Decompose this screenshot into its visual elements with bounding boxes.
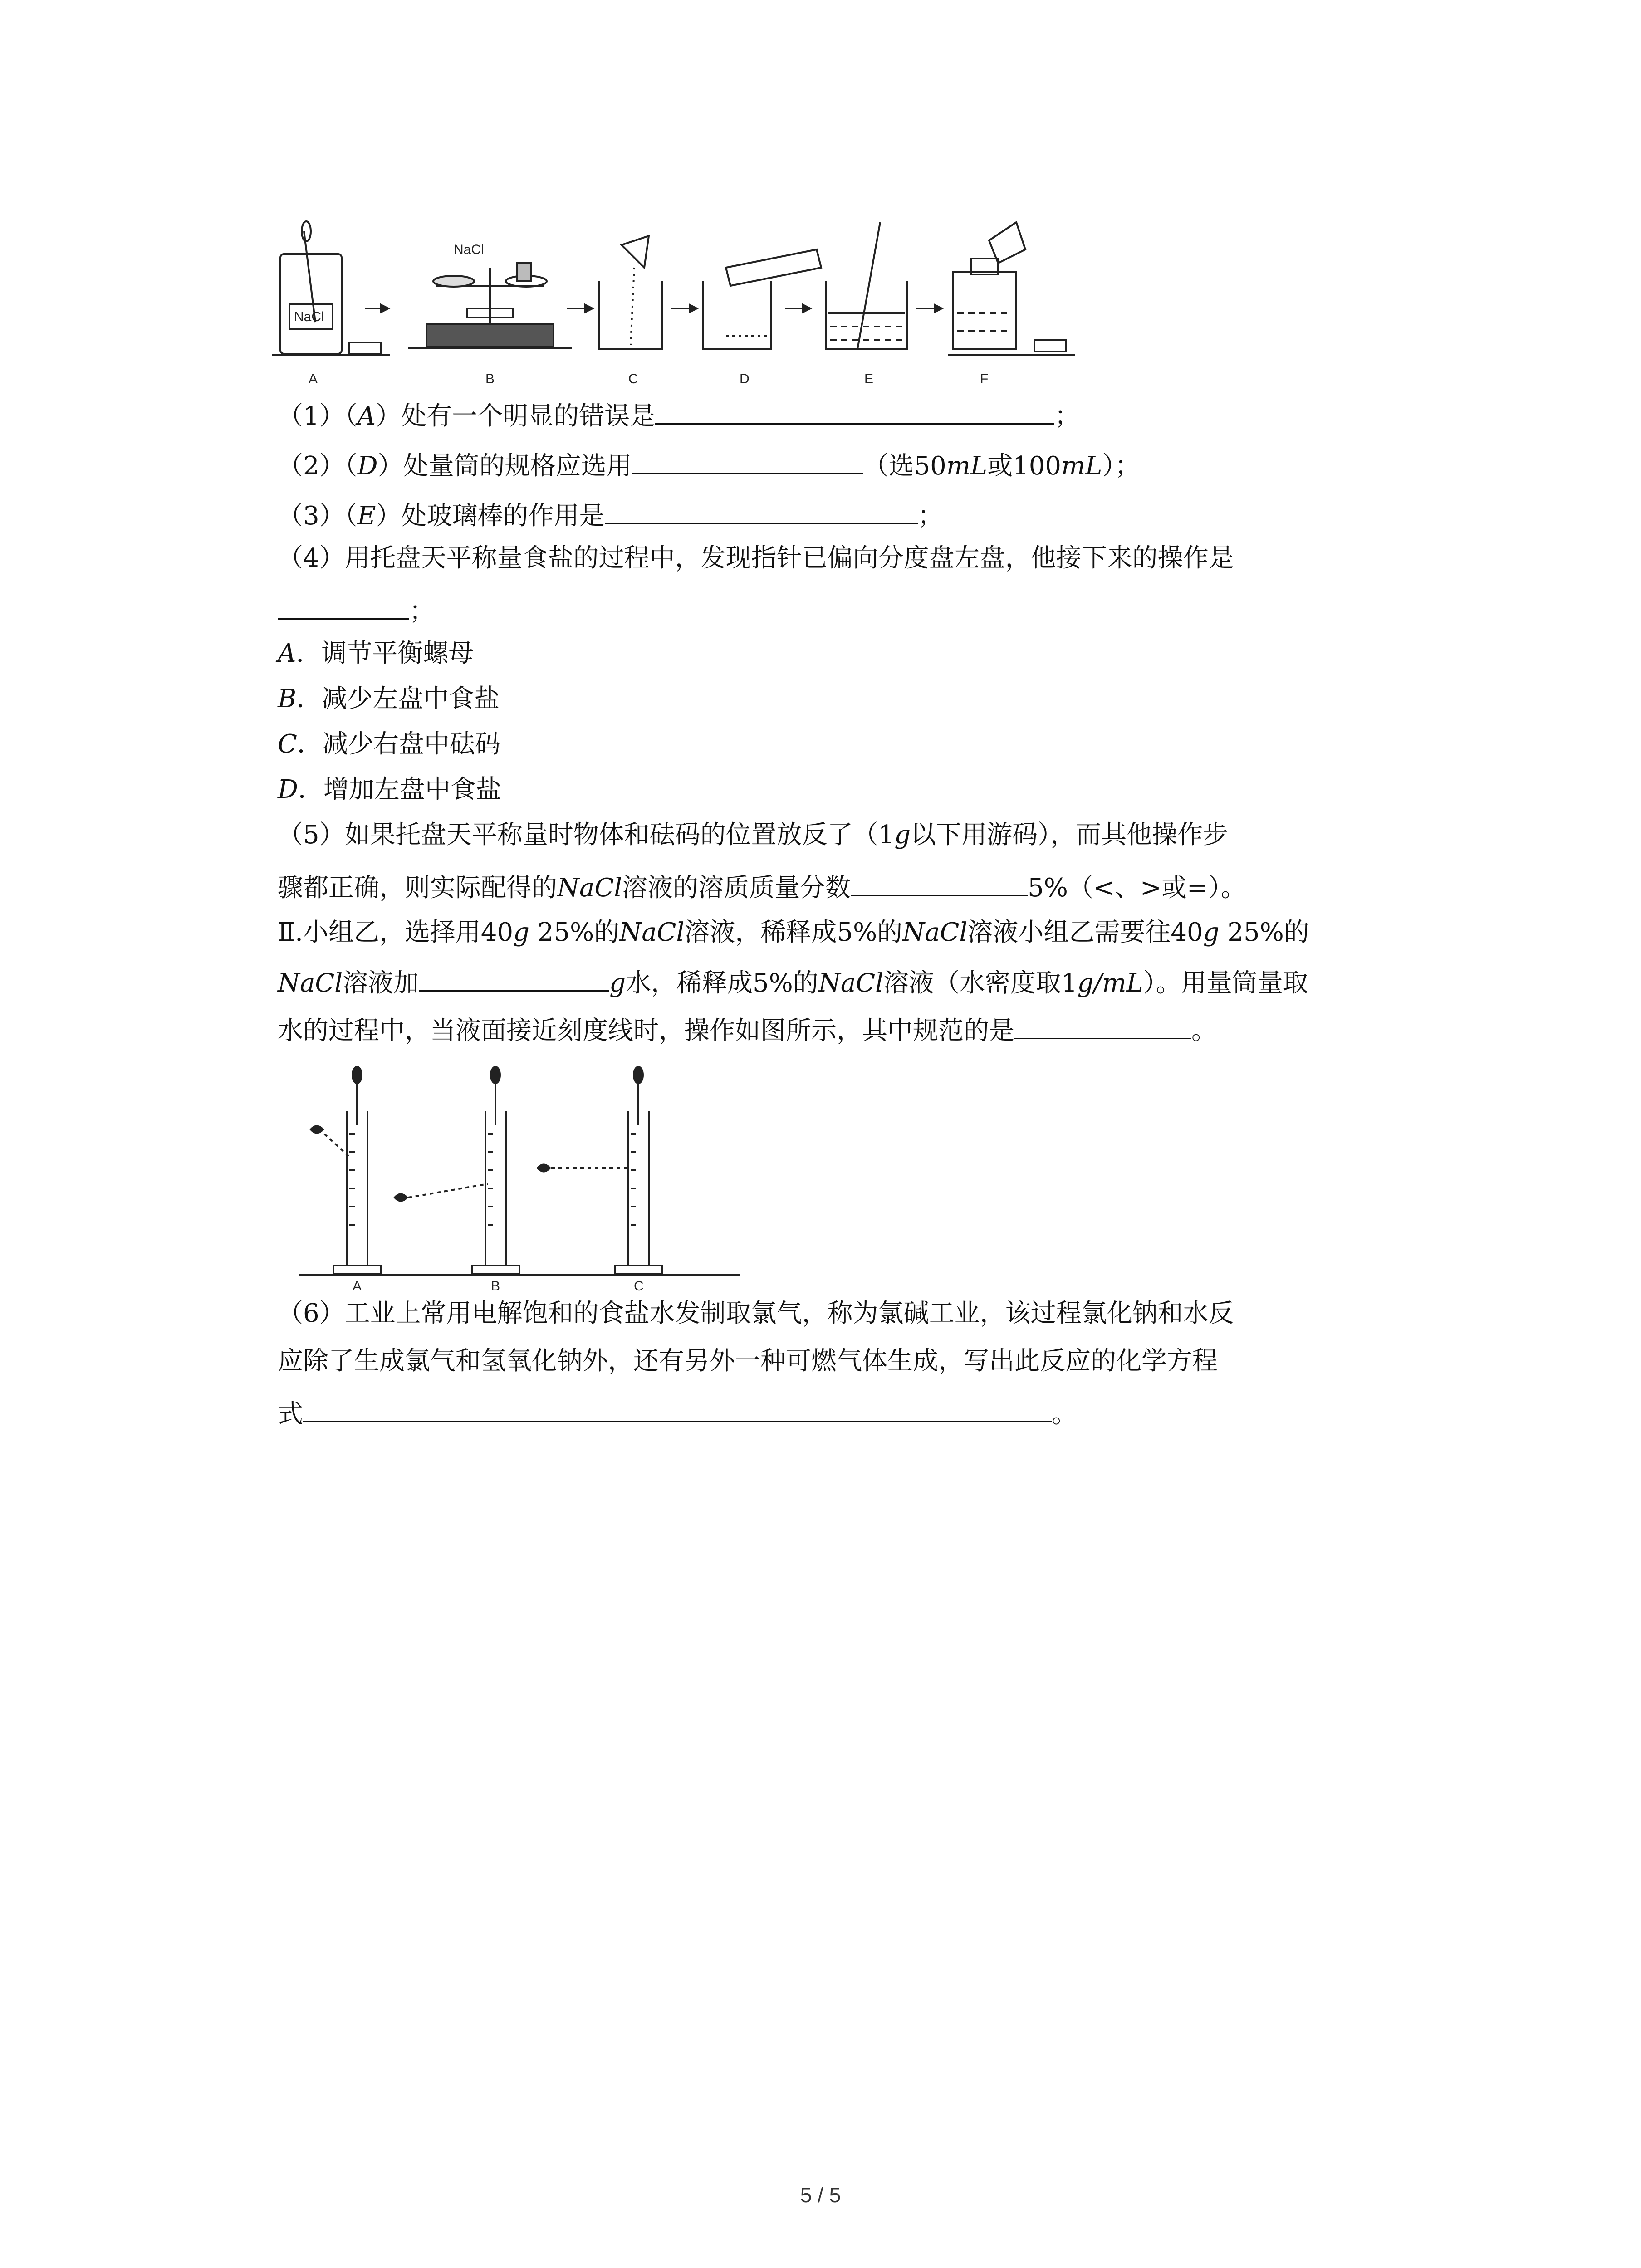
cylinder-b-drawing — [395, 1067, 519, 1274]
cylinder-figure — [290, 1061, 744, 1297]
question-4: （4）用托盘天平称量食盐的过程中，发现指针已偏向分度盘左盘，他接下来的操作是 — [278, 543, 1234, 573]
option-a[interactable]: A．调节平衡螺母 — [278, 639, 474, 668]
figure1-label-f: F — [980, 371, 989, 386]
figure1-jar-label: NaCl — [294, 309, 324, 324]
question-6-line-2: 应除了生成氯气和氢氧化钠外，还有另外一种可燃气体生成，写出此反应的化学方程 — [278, 1346, 1218, 1376]
question-6-line-1: （6）工业上常用电解饱和的食盐水发制取氯气，称为氯碱工业，该过程氯化钠和水反 — [278, 1299, 1234, 1328]
step-b-balance-drawing — [408, 263, 572, 348]
option-c[interactable]: C．减少右盘中砝码 — [278, 729, 500, 759]
figure1-label-a: A — [309, 371, 318, 386]
question-5-line-2: 骤都正确，则实际配得的NaCl溶液的溶质质量分数 5%（<、>或=）。 — [278, 869, 1439, 904]
answer-blank-1[interactable] — [655, 397, 1054, 425]
answer-blank-8[interactable] — [303, 1395, 1052, 1422]
figure2-label-b: B — [491, 1279, 500, 1294]
procedure-figure — [272, 213, 1193, 390]
cylinder-c-drawing — [538, 1067, 662, 1274]
option-b[interactable]: B．减少左盘中食盐 — [278, 684, 500, 714]
answer-blank-7[interactable] — [1014, 1012, 1191, 1039]
figure1-label-d: D — [740, 371, 749, 386]
part-2-line-2: NaCl溶液加 g水，稀释成5%的NaCl溶液（水密度取1g/mL）。用量筒量取 — [278, 964, 1439, 1000]
answer-blank-6[interactable] — [419, 964, 609, 992]
question-4-answer-line: ； — [278, 592, 1439, 628]
answer-blank-5[interactable] — [851, 869, 1028, 896]
question-5-line-1: （5）如果托盘天平称量时物体和砝码的位置放反了（1g以下用游码），而其他操作步 — [278, 820, 1229, 850]
figure1-label-b: B — [485, 371, 495, 386]
figure1-label-e: E — [864, 371, 874, 386]
figure1-label-c: C — [628, 371, 638, 386]
step-c-beaker-drawing — [599, 236, 662, 349]
question-6-line-3: 式 。 — [278, 1395, 1439, 1431]
answer-blank-4[interactable] — [278, 592, 409, 620]
cylinder-a-drawing — [311, 1067, 381, 1274]
part-2-line-3: 水的过程中，当液面接近刻度线时，操作如图所示，其中规范的是 。 — [278, 1012, 1439, 1047]
question-1: （1）（A）处有一个明显的错误是 ； — [278, 397, 1439, 433]
step-d-pouring-drawing — [703, 249, 821, 349]
step-e-stirring-drawing — [826, 222, 907, 349]
step-f-bottle-drawing — [948, 222, 1075, 355]
step-a-jar-drawing — [272, 221, 390, 355]
question-2: （2）（D）处量筒的规格应选用 （选50mL或100mL）； — [278, 447, 1439, 483]
figure2-label-c: C — [634, 1279, 644, 1294]
part-2-line-1: Ⅱ.小组乙，选择用40g 25%的NaCl溶液，稀释成5%的NaCl溶液小组乙需要往40g 25%的 — [278, 918, 1309, 947]
answer-blank-3[interactable] — [605, 497, 918, 524]
question-3: （3）（E）处玻璃棒的作用是 ； — [278, 497, 1439, 533]
option-d[interactable]: D．增加左盘中食盐 — [278, 775, 501, 804]
figure2-label-a: A — [353, 1279, 362, 1294]
page-number: 5 / 5 — [800, 2183, 841, 2207]
answer-blank-2[interactable] — [632, 447, 863, 474]
figure1-nacl-label: NaCl — [454, 242, 484, 257]
